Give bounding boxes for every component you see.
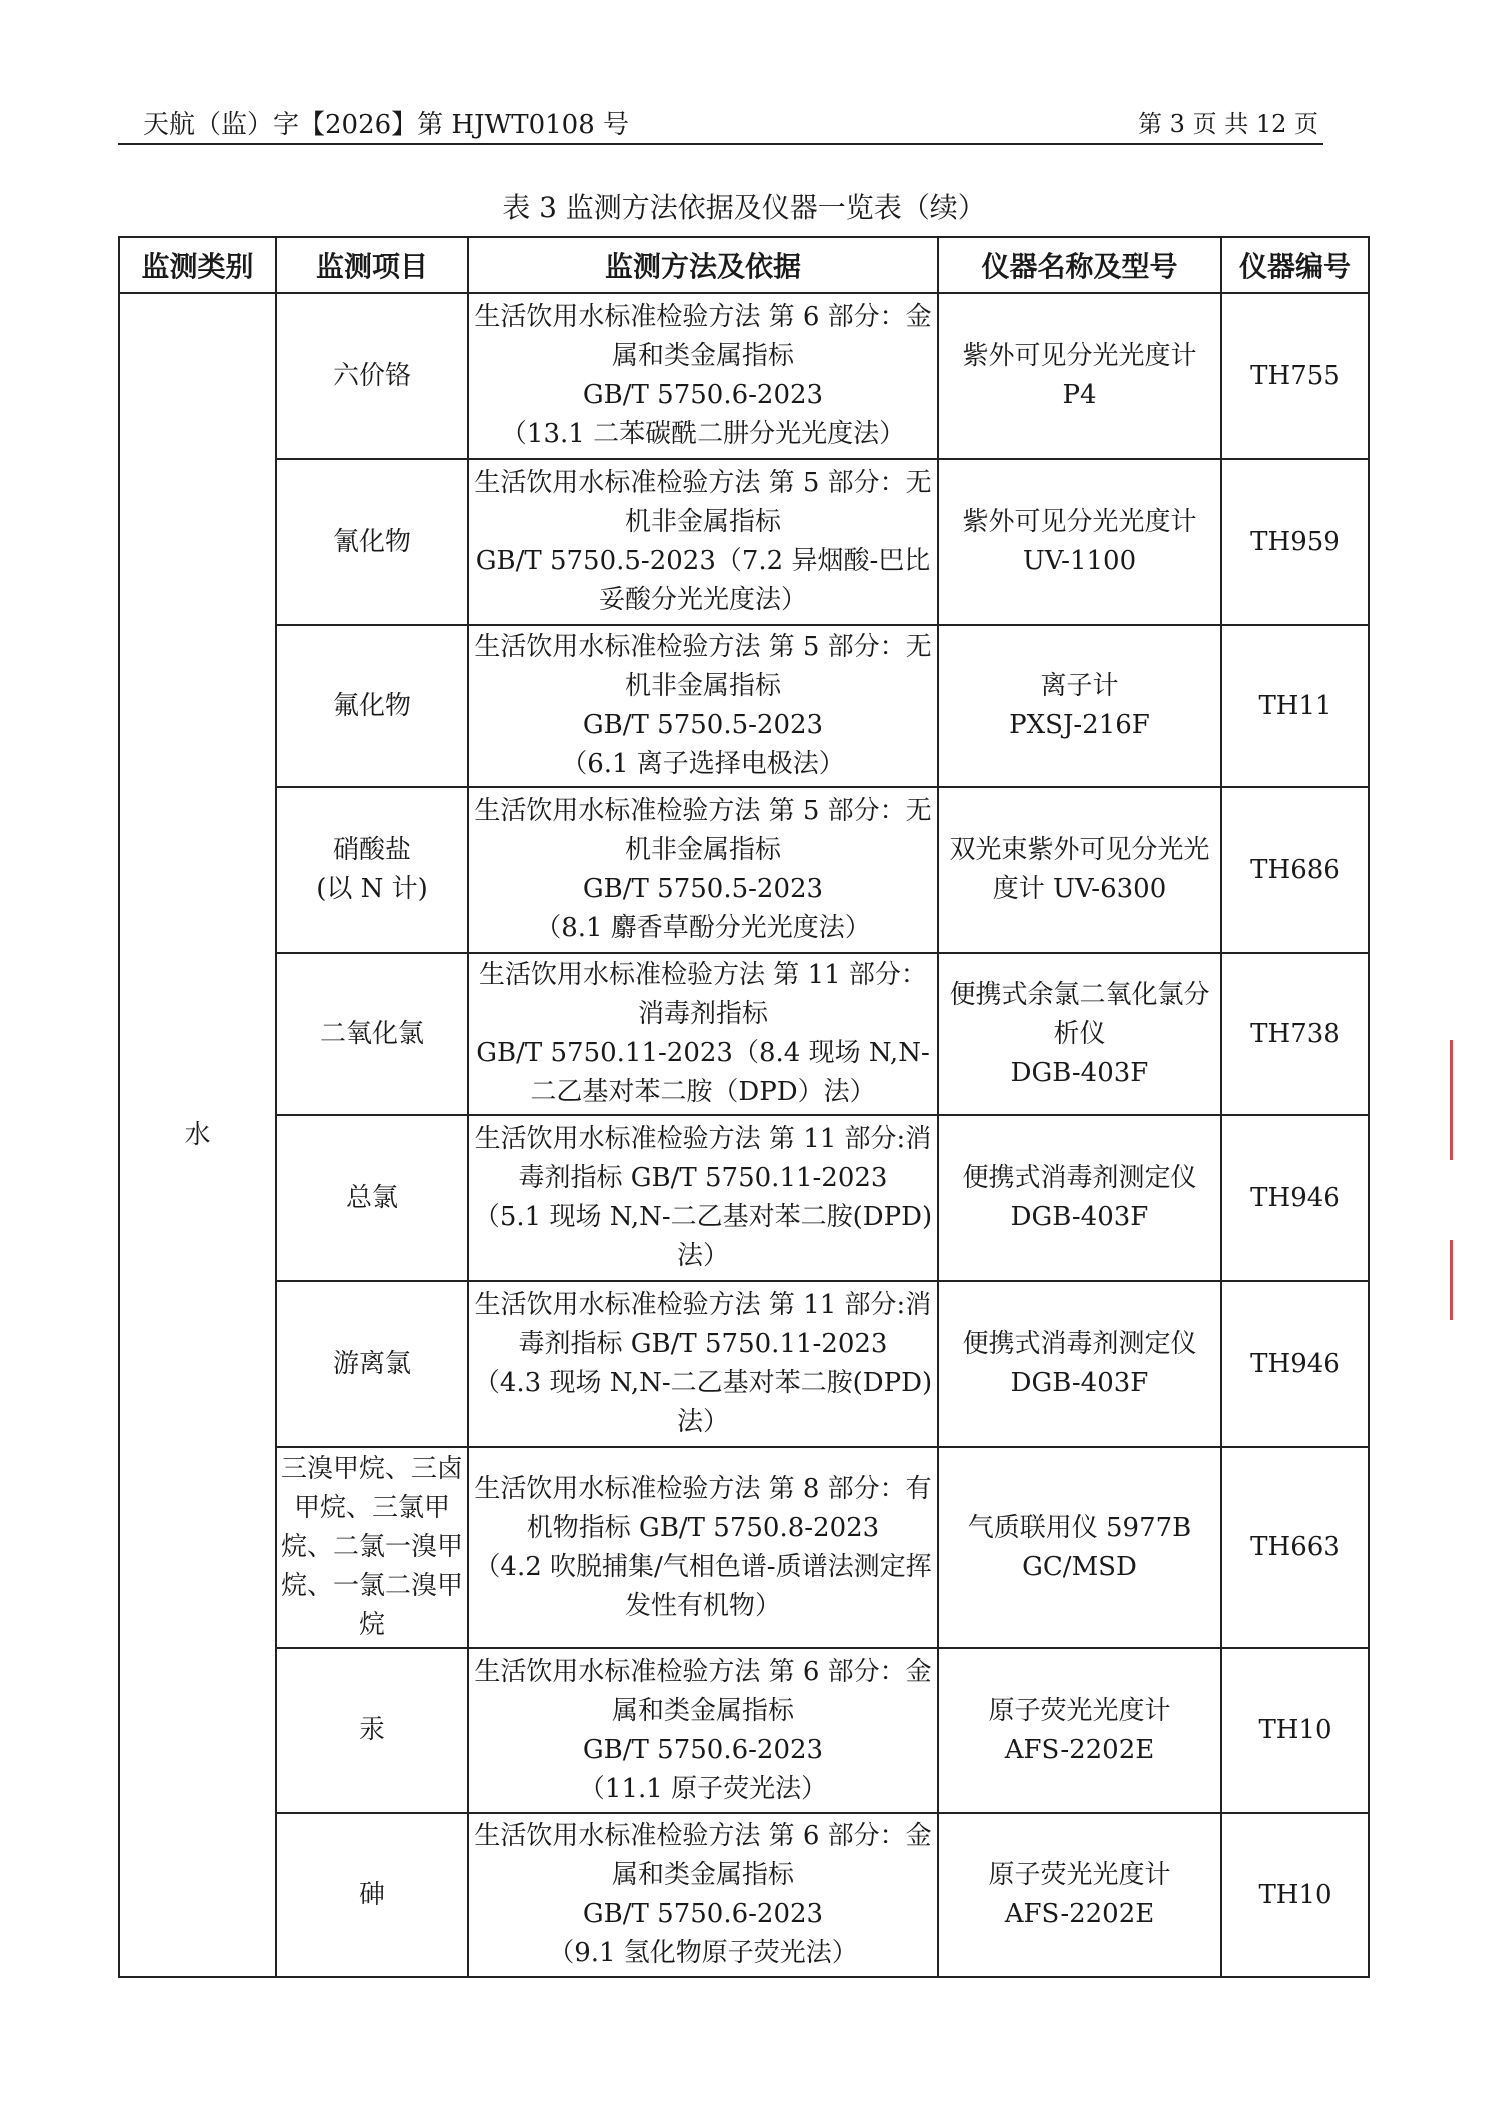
- method-cell: 生活饮用水标准检验方法 第 11 部分:消毒剂指标 GB/T 5750.11-2023 （4.3 现场 N,N-二乙基对苯二胺(DPD)法）: [468, 1281, 938, 1447]
- item-cell: 六价铬: [276, 293, 468, 459]
- column-header-method: 监测方法及依据: [468, 237, 938, 293]
- number-cell: TH946: [1221, 1281, 1369, 1447]
- method-instrument-table: [118, 236, 1370, 1978]
- table-row: [119, 1813, 1369, 1977]
- instrument-cell: 原子荧光光度计 AFS-2202E: [938, 1813, 1221, 1977]
- number-cell: TH946: [1221, 1115, 1369, 1281]
- method-cell: 生活饮用水标准检验方法 第 6 部分：金属和类金属指标 GB/T 5750.6-2023 （9.1 氢化物原子荧光法）: [468, 1813, 938, 1977]
- instrument-cell: 原子荧光光度计 AFS-2202E: [938, 1648, 1221, 1813]
- item-cell: 三溴甲烷、三卤甲烷、三氯甲烷、二氯一溴甲烷、一氯二溴甲烷: [276, 1447, 468, 1648]
- method-cell: 生活饮用水标准检验方法 第 5 部分：无机非金属指标 GB/T 5750.5-2023 （6.1 离子选择电极法）: [468, 625, 938, 787]
- table-row: [119, 787, 1369, 953]
- item-cell: 氟化物: [276, 625, 468, 787]
- instrument-cell: 双光束紫外可见分光光度计 UV-6300: [938, 787, 1221, 953]
- item-cell: 汞: [276, 1648, 468, 1813]
- method-cell: 生活饮用水标准检验方法 第 6 部分：金属和类金属指标 GB/T 5750.6-2023 （13.1 二苯碳酰二肼分光光度法）: [468, 293, 938, 459]
- number-cell: TH959: [1221, 459, 1369, 625]
- number-cell: TH755: [1221, 293, 1369, 459]
- table-row: [119, 459, 1369, 625]
- item-cell: 硝酸盐 (以 N 计): [276, 787, 468, 953]
- report-number: 天航（监）字【2026】第 HJWT0108 号: [143, 110, 630, 140]
- method-cell: 生活饮用水标准检验方法 第 11 部分:消毒剂指标 GB/T 5750.11-2023 （5.1 现场 N,N-二乙基对苯二胺(DPD)法）: [468, 1115, 938, 1281]
- table-row: [119, 1281, 1369, 1447]
- instrument-cell: 离子计 PXSJ-216F: [938, 625, 1221, 787]
- item-cell: 总氯: [276, 1115, 468, 1281]
- number-cell: TH10: [1221, 1813, 1369, 1977]
- number-cell: TH686: [1221, 787, 1369, 953]
- table-row: [119, 1447, 1369, 1648]
- number-cell: TH738: [1221, 953, 1369, 1115]
- header-divider: [118, 143, 1323, 145]
- instrument-cell: 气质联用仪 5977B GC/MSD: [938, 1447, 1221, 1648]
- table-row: [119, 625, 1369, 787]
- column-header-instrument: 仪器名称及型号: [938, 237, 1221, 293]
- table-row: [119, 953, 1369, 1115]
- method-cell: 生活饮用水标准检验方法 第 8 部分：有机物指标 GB/T 5750.8-2023 （4.2 吹脱捕集/气相色谱-质谱法测定挥发性有机物）: [468, 1447, 938, 1648]
- column-header-category: 监测类别: [119, 237, 276, 293]
- seal-edge-mark: [1450, 1240, 1475, 1320]
- method-cell: 生活饮用水标准检验方法 第 5 部分：无机非金属指标 GB/T 5750.5-2023（7.2 异烟酸-巴比妥酸分光光度法）: [468, 459, 938, 625]
- table-title: 表 3 监测方法依据及仪器一览表（续）: [502, 191, 986, 224]
- table-row: [119, 1115, 1369, 1281]
- method-cell: 生活饮用水标准检验方法 第 6 部分：金属和类金属指标 GB/T 5750.6-2023 （11.1 原子荧光法）: [468, 1648, 938, 1813]
- instrument-cell: 便携式余氯二氧化氯分析仪 DGB-403F: [938, 953, 1221, 1115]
- number-cell: TH11: [1221, 625, 1369, 787]
- instrument-cell: 便携式消毒剂测定仪 DGB-403F: [938, 1281, 1221, 1447]
- item-cell: 二氧化氯: [276, 953, 468, 1115]
- column-header-item: 监测项目: [276, 237, 468, 293]
- method-cell: 生活饮用水标准检验方法 第 11 部分：消毒剂指标 GB/T 5750.11-2023（8.4 现场 N,N-二乙基对苯二胺（DPD）法）: [468, 953, 938, 1115]
- table-header-row: [119, 237, 1369, 293]
- number-cell: TH663: [1221, 1447, 1369, 1648]
- category-cell: 水: [119, 293, 276, 1977]
- seal-edge-mark: [1450, 1040, 1475, 1160]
- item-cell: 氰化物: [276, 459, 468, 625]
- item-cell: 游离氯: [276, 1281, 468, 1447]
- instrument-cell: 紫外可见分光光度计 P4: [938, 293, 1221, 459]
- page-indicator: 第 3 页 共 12 页: [1138, 110, 1318, 138]
- instrument-cell: 便携式消毒剂测定仪 DGB-403F: [938, 1115, 1221, 1281]
- instrument-cell: 紫外可见分光光度计 UV-1100: [938, 459, 1221, 625]
- method-cell: 生活饮用水标准检验方法 第 5 部分：无机非金属指标 GB/T 5750.5-2023 （8.1 麝香草酚分光光度法）: [468, 787, 938, 953]
- table-row: [119, 293, 1369, 459]
- column-header-number: 仪器编号: [1221, 237, 1369, 293]
- item-cell: 砷: [276, 1813, 468, 1977]
- table-row: [119, 1648, 1369, 1813]
- number-cell: TH10: [1221, 1648, 1369, 1813]
